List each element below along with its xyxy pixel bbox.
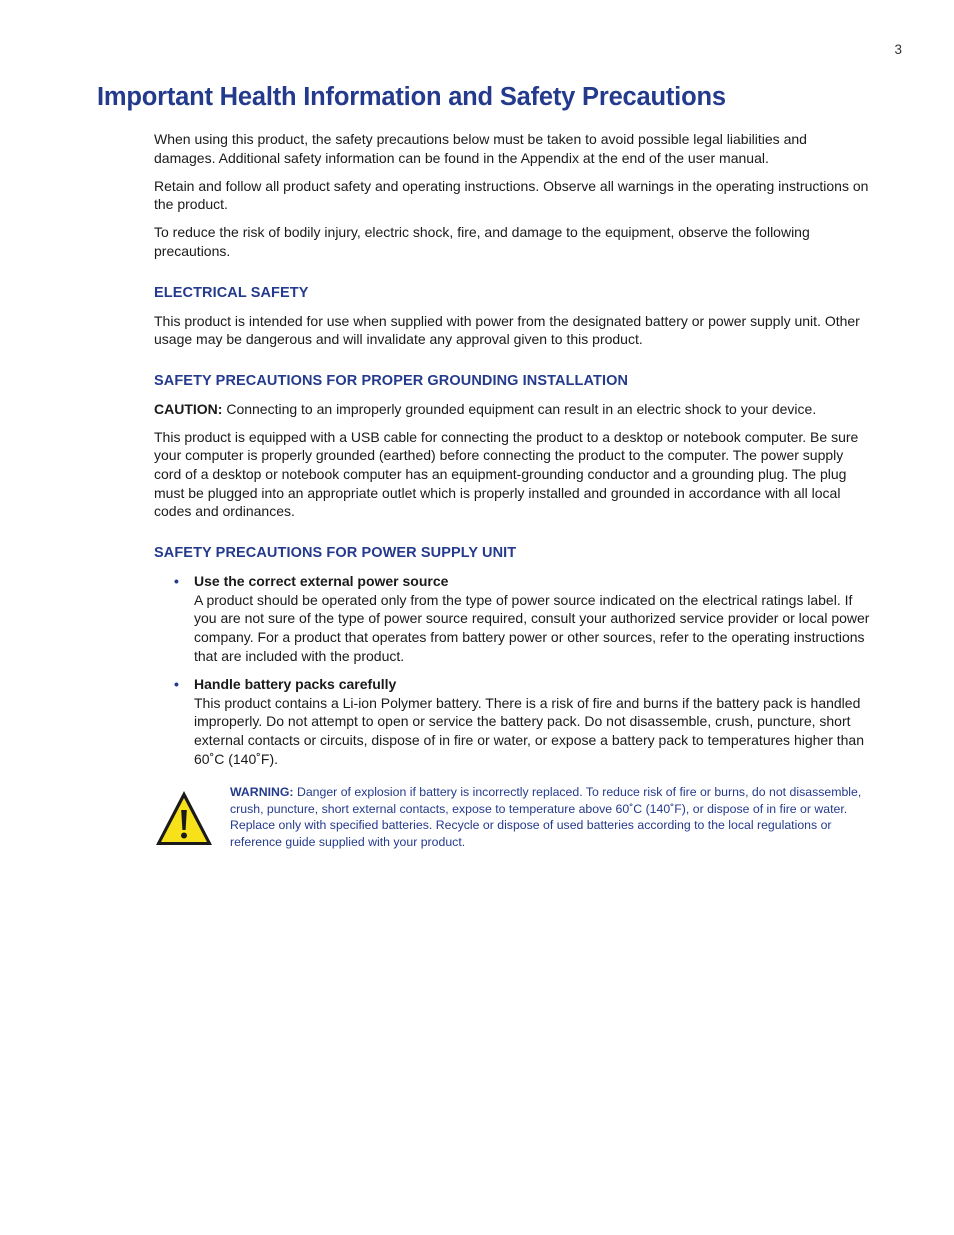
intro-paragraph: To reduce the risk of bodily injury, electric shock, fire, and damage to the equipment, observe the following precautions. bbox=[154, 224, 810, 260]
warning-body: Danger of explosion if battery is incorrectly replaced. To reduce risk of fire or burns, do not disassemble, crush, puncture, short external contacts, expose to temperature above 60˚C (140˚F), or dispose of in fire or water. Replace only with specified batteries. Recycle or dispose of used batteries according to the local regulations or reference guide supplied with your product. bbox=[230, 785, 862, 849]
list-item-body: A product should be operated only from the type of power source indicated on the electrical ratings label. If you are not sure of the type of power source required, consult your authorized service provider or local power company. For a product that operates from battery power or other sources, refer to the operating instructions that are included with the product. bbox=[194, 591, 870, 664]
warning-triangle-icon bbox=[154, 789, 214, 847]
caution-text: Connecting to an improperly grounded equipment can result in an electric shock to your device. bbox=[222, 400, 817, 417]
power-supply-list bbox=[154, 572, 870, 769]
bullet-icon: • bbox=[174, 572, 179, 589]
document-body bbox=[154, 130, 870, 854]
list-item-body: This product contains a Li-ion Polymer battery. There is a risk of fire and burns if the battery pack is handled improperly. Do not attempt to open or service the battery pack. Do not disassemble, crush, puncture, short external contacts or circuits, dispose of in fire or water, or expose a battery pack to temperatures higher than 60˚C (140˚F). bbox=[194, 694, 865, 767]
caution-paragraph bbox=[154, 400, 870, 419]
bullet-icon: • bbox=[174, 675, 179, 692]
list-item bbox=[154, 572, 870, 666]
warning-label: WARNING: bbox=[230, 785, 294, 800]
grounding-paragraph: This product is equipped with a USB cable for connecting the product to a desktop or notebook computer. Be sure your computer is properly grounded (earthed) before connecting the product to the computer. The power supply cord of a desktop or notebook computer has an equipment-grounding conductor and a grounding plug. The plug must be plugged into an appropriate outlet which is properly installed and grounded in accordance with all local codes and ordinances. bbox=[154, 428, 859, 520]
list-item-title: Handle battery packs carefully bbox=[194, 675, 397, 692]
list-item bbox=[154, 675, 870, 769]
warning-text bbox=[230, 784, 870, 850]
electrical-safety-paragraph: This product is intended for use when supplied with power from the designated battery or power supply unit. Other usage may be dangerous and will invalidate any approval given to this product. bbox=[154, 312, 860, 348]
caution-label: CAUTION: bbox=[154, 400, 223, 417]
page-title: Important Health Information and Safety Precautions bbox=[97, 83, 726, 111]
warning-box bbox=[154, 784, 870, 854]
intro-paragraph: Retain and follow all product safety and operating instructions. Observe all warnings in the operating instructions on the product. bbox=[154, 177, 869, 213]
intro-paragraph: When using this product, the safety precautions below must be taken to avoid possible legal liabilities and damages. Additional safety information can be found in the Appendix at the end of the user manual. bbox=[154, 131, 807, 166]
list-item-title: Use the correct external power source bbox=[194, 572, 449, 589]
section-heading-power-supply: SAFETY PRECAUTIONS FOR POWER SUPPLY UNIT bbox=[154, 545, 517, 562]
section-heading-electrical-safety: ELECTRICAL SAFETY bbox=[154, 284, 309, 301]
page-number: 3 bbox=[894, 42, 902, 57]
section-heading-grounding: SAFETY PRECAUTIONS FOR PROPER GROUNDING INSTALLATION bbox=[154, 372, 629, 389]
